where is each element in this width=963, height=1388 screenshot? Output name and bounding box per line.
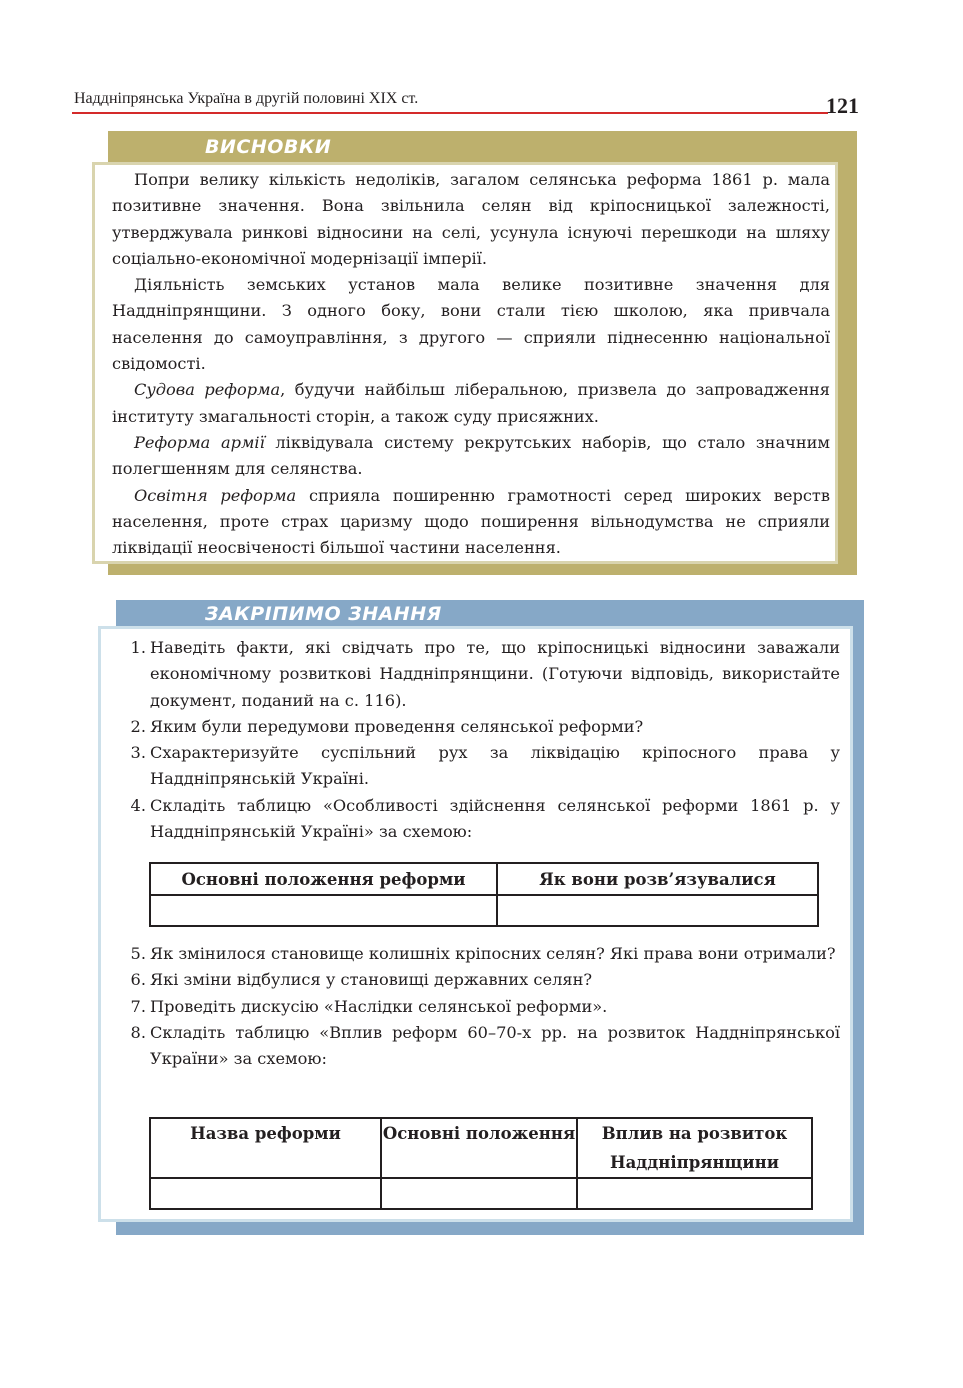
question-number: 7. [130,996,146,1016]
question-number: 6. [130,970,146,990]
page-number: 121 [826,93,859,118]
question-number: 4. [130,795,146,815]
table-header-cell: Назва реформи [150,1118,381,1178]
term-education-reform: Освітня реформа [134,485,297,505]
question-text: Як змінилося становище колишніх кріпосних селян? Які права вони отримали? [150,944,836,963]
list-item [120,793,840,846]
question-list [120,941,840,1072]
list-item [120,635,840,714]
question-text: Складіть таблицю «Вплив реформ 60–70-х рр. на розвиток Наддніпрянської України» за схемою: [150,1022,840,1069]
scheme-table-peasant-reform [149,862,819,927]
header-rule [72,112,828,114]
question-text: Яким були передумови проведення селянської реформи? [150,716,644,736]
question-text: Наведіть факти, які свідчать про те, що кріпосницькі відносини заважали економічному розвиткові Наддніпрянщини. (Готуючи відповідь, використайте документ, поданий на с. 116). [150,638,840,710]
table-header-cell: Основні положення [381,1118,577,1178]
table-row [150,1178,812,1209]
conclusions-paragraph [112,430,830,483]
table-cell-empty [150,895,497,926]
conclusions-paragraph [112,377,830,430]
question-number: 1. [130,638,146,657]
question-list [120,635,840,845]
table-header-cell: Основні положення реформи [150,863,497,895]
question-number: 3. [130,743,146,763]
paragraph-text: сприяла поширенню грамотності серед широких верств населення, проте страх царизму щодо поширення вільнодумства не сприяли ліквідації неосвіченості більшої частини населення. [112,485,830,558]
conclusions-paragraph-text: Діяльність земських установ мала велике позитивне значення для Наддніпрянщини. З одного боку, вони стали тією школою, яка привчала населення до самоуправління, з другого — сприяли піднесенню національної свідомості. [112,275,830,374]
list-item [120,714,840,740]
table-cell-empty [497,895,818,926]
question-number: 8. [130,1022,146,1042]
reinforce-title: ЗАКРІПИМО ЗНАННЯ [205,603,442,625]
paragraph-text: , будучи найбільш ліберальною, призвела до запровадження інституту змагальності сторін, а також суду присяжних. [112,380,831,426]
table-header-row [150,1118,812,1178]
question-text: Які зміни відбулися у становищі державних селян? [150,970,593,990]
conclusions-paragraph [112,483,830,562]
paragraph-text: ліквідувала систему рекрутських наборів, що стало значним полегшенням для селянства. [112,432,830,479]
question-number: 2. [130,716,146,736]
scheme-table-reforms-impact [149,1117,813,1210]
table-header-cell: Як вони розв’язувалися [497,863,818,895]
conclusions-text [112,167,830,561]
table-header-cell: Вплив на розвиток Наддніпрянщини [577,1118,812,1178]
list-item [120,994,840,1020]
question-text: Складіть таблицю «Особливості здійснення селянської реформи 1861 р. у Наддніпрянській Україні» за схемою: [150,795,840,842]
list-item [120,941,840,967]
term-judicial-reform: Судова реформа [134,380,281,400]
term-army-reform: Реформа армії [134,432,265,452]
conclusions-paragraph: Попри велику кількість недоліків, загалом селянська реформа 1861 р. мала позитивне значення. Вона звільнила селян від кріпосницької залежності, утверджувала ринкові відносини на селі, усунула існуючі перешкоди на шляху соціально-економічної модернізації імперії. [112,170,830,268]
list-item [120,740,840,793]
question-text: Проведіть дискусію «Наслідки селянської реформи». [150,996,608,1016]
table-cell-empty [150,1178,381,1209]
table-header-row [150,863,818,895]
question-number: 5. [130,944,146,963]
conclusions-title: ВИСНОВКИ [205,136,332,158]
table-cell-empty [577,1178,812,1209]
conclusions-paragraph [112,272,830,377]
table-row [150,895,818,926]
list-item [120,1020,840,1073]
running-header: Наддніпрянська Україна в другій половині XIX ст. [74,90,419,107]
list-item [120,967,840,993]
table-cell-empty [381,1178,577,1209]
question-text: Схарактеризуйте суспільний рух за ліквідацію кріпосного права у Наддніпрянській Україні. [150,743,840,789]
